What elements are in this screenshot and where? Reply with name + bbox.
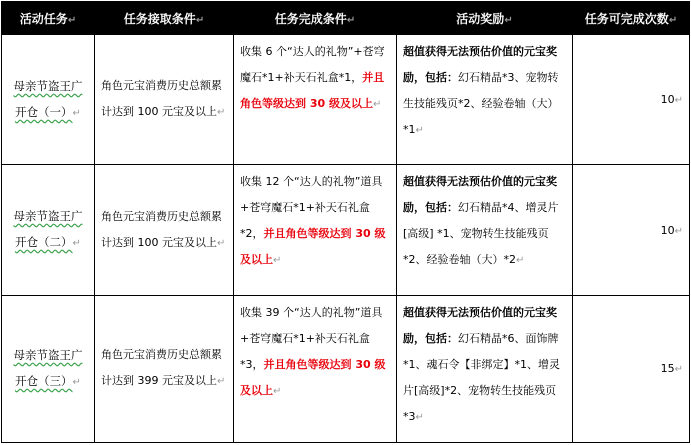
- activity-reward: 超值获得无法预估价值的元宝奖励，包括：幻石精晶*4、增灵片[高级] *1、宠物转生技能残页*2、经验卷轴（大）*2↵: [397, 165, 573, 295]
- complete-condition: 收集 6 个“达人的礼物”+苍穹魔石*1+补天石礼盒*1，并且角色等级达到 30 级及以上↵: [234, 35, 397, 165]
- header-accept-condition: 任务接取条件↵: [95, 2, 234, 35]
- header-complete-condition: 任务完成条件↵: [234, 2, 397, 35]
- header-row: [2, 2, 690, 35]
- header-completion-times: 任务可完成次数↵: [573, 2, 690, 35]
- task-name: 母亲节盗王广开仓（二）↵: [2, 165, 95, 295]
- table-row: [2, 165, 690, 295]
- complete-condition: 收集 12 个“达人的礼物”道具+苍穹魔石*1+补天石礼盒*2，并且角色等级达到 30 级及以上↵: [234, 165, 397, 295]
- completion-times: 10↵: [573, 35, 690, 165]
- header-activity-reward: 活动奖励↵: [397, 2, 573, 35]
- completion-times: 15↵: [573, 295, 690, 442]
- accept-condition: 角色元宝消费历史总额累计达到 100 元宝及以上↵: [95, 35, 234, 165]
- table-row: [2, 295, 690, 442]
- completion-times: 10↵: [573, 165, 690, 295]
- task-name: 母亲节盗王广开仓（一）↵: [2, 35, 95, 165]
- table-row: [2, 35, 690, 165]
- activity-reward: 超值获得无法预估价值的元宝奖励，包括：幻石精晶*6、面饰牌*1、魂石令【非绑定】*1、增灵片[高级]*2、宠物转生技能残页*3↵: [397, 295, 573, 442]
- activity-task-table: [1, 1, 690, 443]
- accept-condition: 角色元宝消费历史总额累计达到 100 元宝及以上↵: [95, 165, 234, 295]
- task-name: 母亲节盗王广开仓（三）↵: [2, 295, 95, 442]
- header-activity-task: 活动任务↵: [2, 2, 95, 35]
- activity-reward: 超值获得无法预估价值的元宝奖励，包括：幻石精晶*3、宠物转生技能残页*2、经验卷轴（大）*1↵: [397, 35, 573, 165]
- complete-condition: 收集 39 个“达人的礼物”道具+苍穹魔石*1+补天石礼盒*3，并且角色等级达到 30 级及以上↵: [234, 295, 397, 442]
- accept-condition: 角色元宝消费历史总额累计达到 399 元宝及以上↵: [95, 295, 234, 442]
